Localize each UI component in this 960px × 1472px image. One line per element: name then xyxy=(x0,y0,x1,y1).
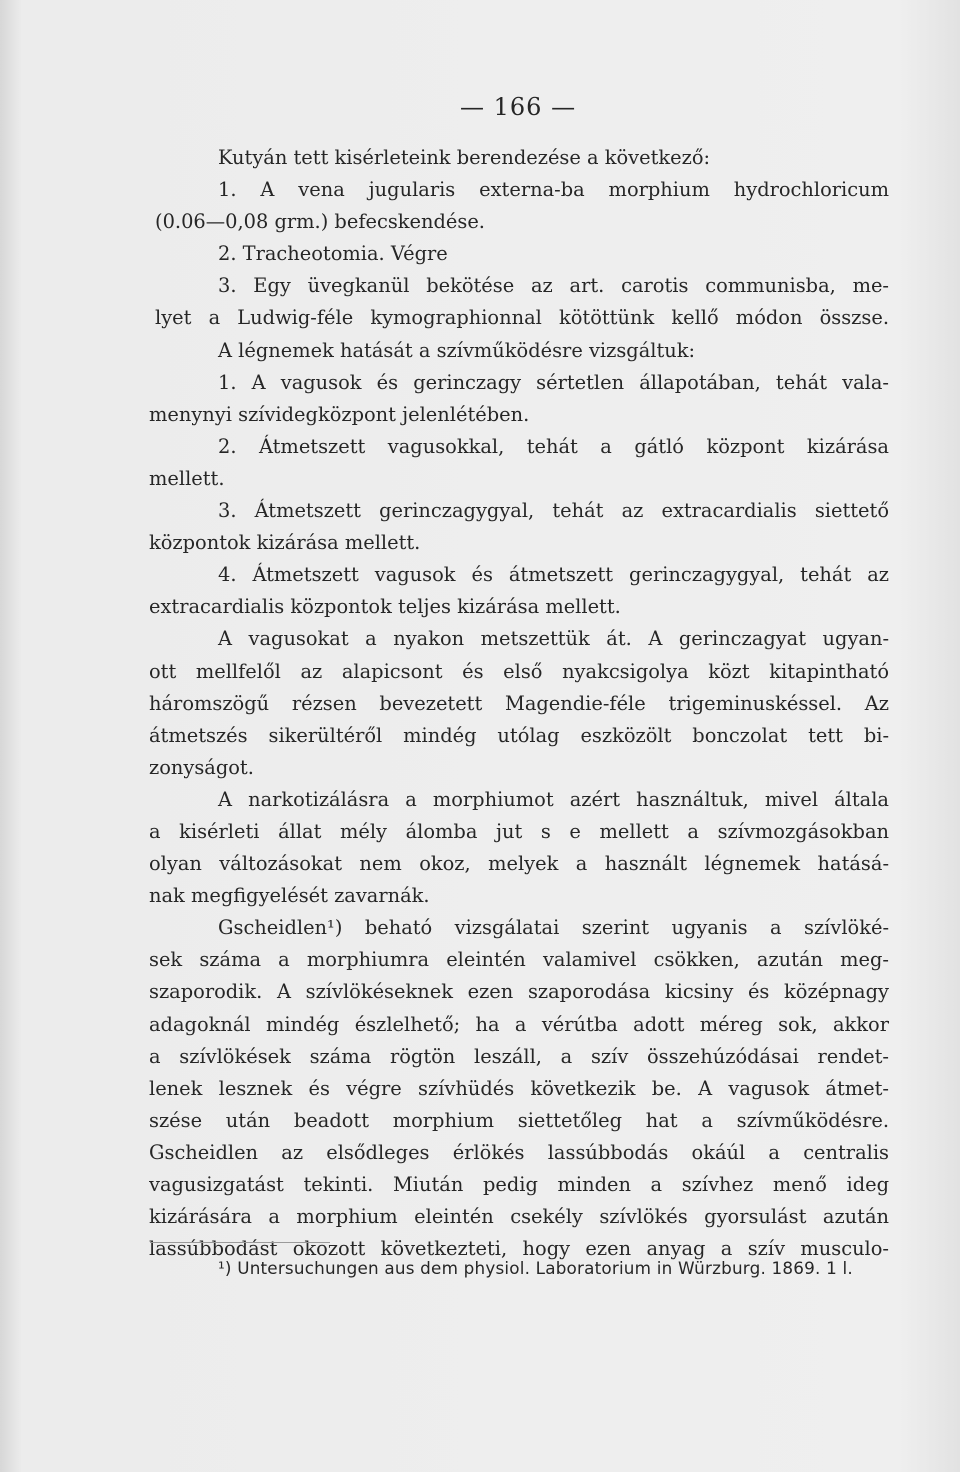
text-line: 2. Tracheotomia. Végre xyxy=(218,242,448,266)
text-line: központok kizárása mellett. xyxy=(149,531,421,555)
text-line: a kisérleti állat mély álomba jut s e mellett a szívmozgásokban xyxy=(149,819,889,843)
text-line: ott mellfelől az alapicsont és első nyakcsigolya közt kitapintható xyxy=(149,659,889,683)
text-line: Gscheidlen az elsődleges érlökés lassúbbodás okáúl a centralis xyxy=(149,1140,889,1164)
text-line: zonyságot. xyxy=(149,755,254,779)
text-line: a szívlökések száma rögtön leszáll, a szív összehúzódásai rendet- xyxy=(149,1044,889,1068)
text-line: vagusizgatást tekinti. Miután pedig minden a szívhez menő ideg xyxy=(149,1173,889,1196)
text-line: (0.06—0,08 grm.) befecskendése. xyxy=(155,210,485,234)
text-line: 2. Átmetszett vagusokkal, tehát a gátló központ kizárása xyxy=(218,434,889,458)
footnote: ¹) Untersuchungen aus dem physiol. Laboratorium in Würzburg. 1869. 1 l. xyxy=(218,1258,853,1278)
text-line: lassúbbodást okozott következteti, hogy ezen anyag a szív musculo- xyxy=(149,1237,889,1261)
text-line: extracardialis központok teljes kizárása mellett. xyxy=(149,595,621,619)
text-line: Gscheidlen¹) beható vizsgálatai szerint ugyanis a szívlöké- xyxy=(218,916,889,940)
text-line: háromszögű rézsen bevezetett Magendie-féle trigeminuskéssel. Az xyxy=(149,691,889,715)
page-number: — 166 — xyxy=(460,93,577,121)
text-line: 1. A vena jugularis externa-ba morphium hydrochloricum xyxy=(218,178,889,202)
text-line: Kutyán tett kisérleteink berendezése a következő: xyxy=(218,146,711,169)
text-line: mellett. xyxy=(149,466,225,490)
text-line: A narkotizálásra a morphiumot azért használtuk, mivel általa xyxy=(218,787,889,811)
footnote-rule xyxy=(150,1242,330,1243)
text-line: A légnemek hatását a szívműködésre vizsgáltuk: xyxy=(218,338,696,362)
text-line: 3. Átmetszett gerinczagygyal, tehát az extracardialis siettető xyxy=(218,499,889,523)
text-line: átmetszés sikerültéről mindég utólag eszközölt bonczolat tett bi- xyxy=(149,723,889,747)
text-line: szése után beadott morphium siettetőleg hat a szívműködésre. xyxy=(149,1108,889,1132)
text-line: menynyi szívidegközpont jelenlétében. xyxy=(149,402,530,426)
text-line: A vagusokat a nyakon metszettük át. A gerinczagyat ugyan- xyxy=(218,627,889,651)
text-line: szaporodik. A szívlökéseknek ezen szaporodása kicsiny és középnagy xyxy=(149,980,889,1004)
text-line: 3. Egy üvegkanül bekötése az art. carotis communisba, me- xyxy=(218,274,889,298)
text-line: kizárására a morphium eleintén csekély szívlökés gyorsulást azután xyxy=(149,1205,889,1229)
text-line: 4. Átmetszett vagusok és átmetszett gerinczagygyal, tehát az xyxy=(218,563,889,587)
text-line: lenek lesznek és végre szívhüdés következik be. A vagusok átmet- xyxy=(149,1076,889,1100)
body-text xyxy=(149,142,889,1265)
text-line: lyet a Ludwig-féle kymographionnal kötöttünk kellő módon összse. xyxy=(155,306,889,330)
text-line: sek száma a morphiumra eleintén valamivel csökken, azután meg- xyxy=(149,948,889,972)
text-line: olyan változásokat nem okoz, melyek a használt légnemek hatásá- xyxy=(149,852,889,876)
text-line: adagoknál mindég észlelhető; ha a vérútba adott méreg sok, akkor xyxy=(149,1012,889,1036)
text-line: 1. A vagusok és gerinczagy sértetlen állapotában, tehát vala- xyxy=(218,370,889,394)
text-line: nak megfigyelését zavarnák. xyxy=(149,884,430,908)
